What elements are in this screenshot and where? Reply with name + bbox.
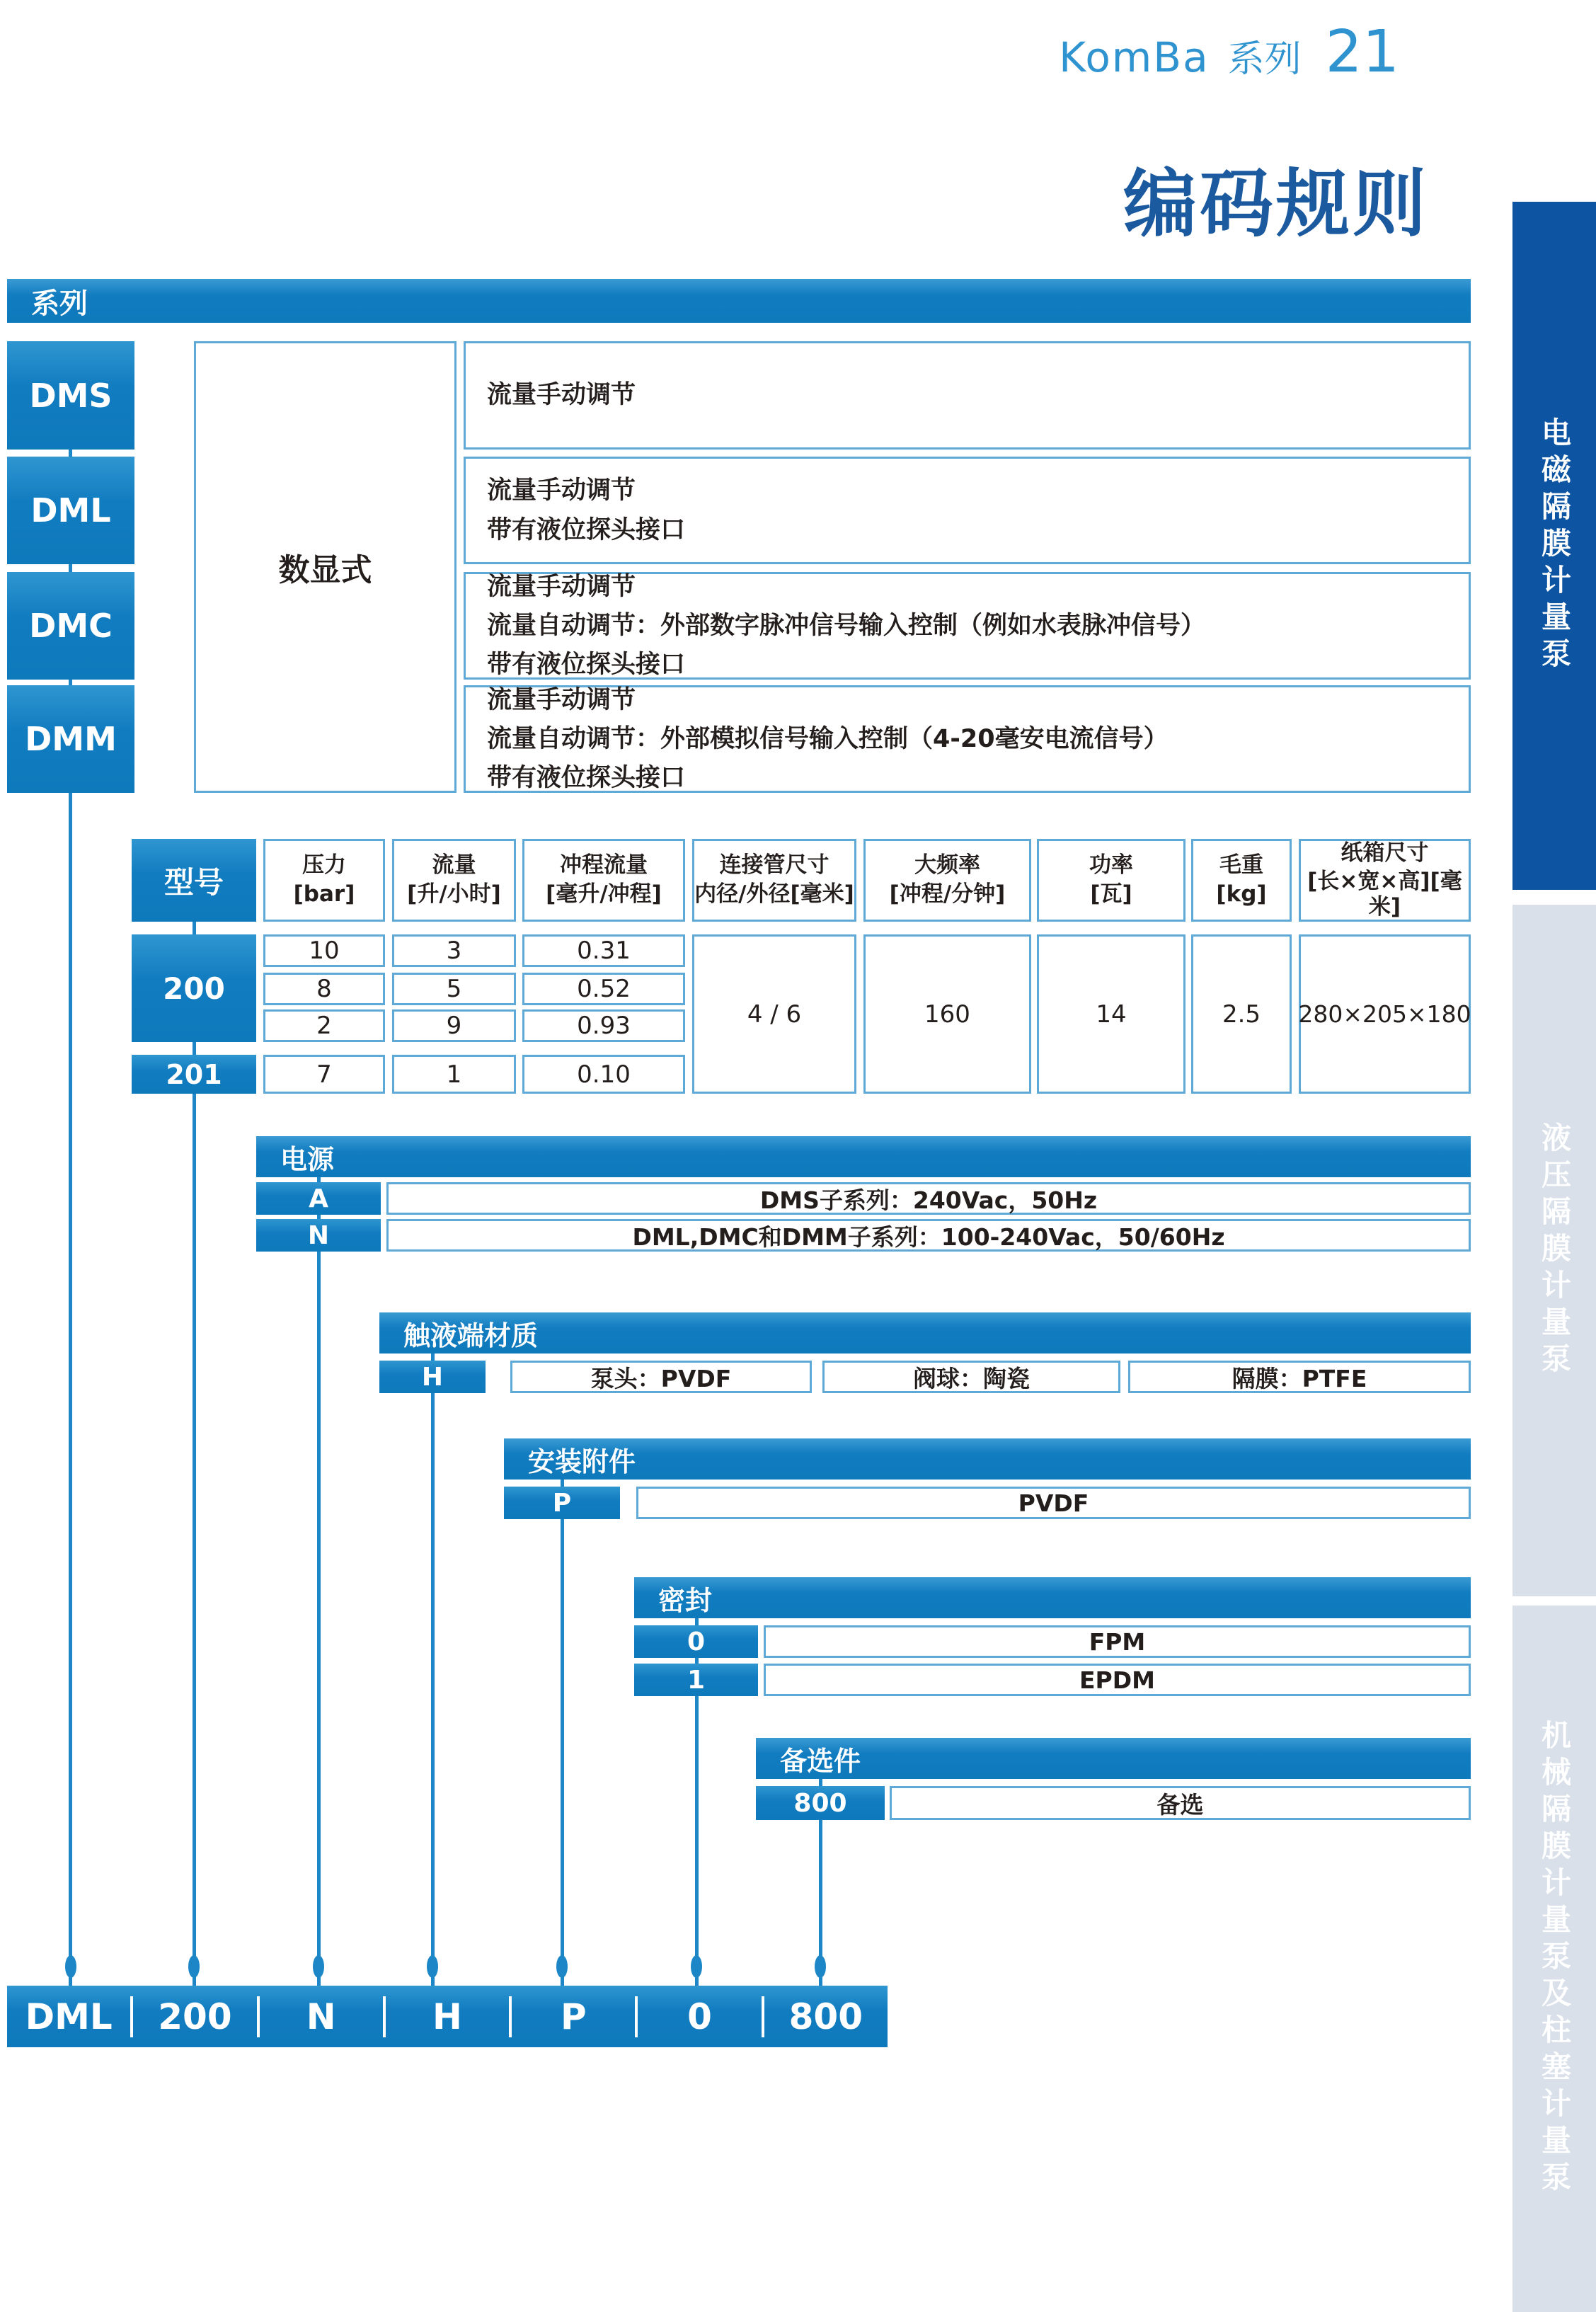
connector-line-power xyxy=(317,1154,321,1986)
connector-dot-series xyxy=(65,1955,76,1978)
brand-name: KomBa xyxy=(1059,33,1210,81)
connector-line-material xyxy=(431,1331,435,1986)
desc-line: 流量自动调节：外部数字脉冲信号输入控制（例如水表脉冲信号） xyxy=(487,611,1206,640)
power-section-bar: 电源 xyxy=(256,1136,1471,1177)
mounting-value: PVDF xyxy=(636,1487,1471,1519)
seal-value-epdm: EPDM xyxy=(764,1664,1471,1696)
desc-line: 流量手动调节 xyxy=(487,476,636,505)
seal-section-bar: 密封 xyxy=(634,1577,1471,1618)
merged-cell-carton-size: 280×205×180 xyxy=(1299,934,1471,1094)
merged-cell-weight: 2.5 xyxy=(1191,934,1292,1094)
power-code-a: A xyxy=(256,1182,381,1215)
desc-line: 流量自动调节：外部模拟信号输入控制（4-20毫安电流信号） xyxy=(487,724,1169,753)
desc-line: 流量手动调节 xyxy=(487,685,636,714)
table-cell: 10 xyxy=(263,934,385,967)
table-cell: 3 xyxy=(392,934,516,967)
col-unit: [瓦] xyxy=(1090,881,1132,907)
spec-col-pipe-size xyxy=(692,839,856,922)
table-cell: 9 xyxy=(392,1009,516,1042)
connector-dot-model xyxy=(188,1955,200,1978)
series-box-dms: DMS xyxy=(7,341,134,450)
table-cell: 8 xyxy=(263,973,385,1005)
seal-code-0: 0 xyxy=(634,1625,758,1658)
spec-col-carton-size xyxy=(1299,839,1471,922)
material-section-bar: 触液端材质 xyxy=(379,1312,1471,1354)
merged-cell-power: 14 xyxy=(1037,934,1185,1094)
col-unit: [bar] xyxy=(293,881,355,907)
col-label: 压力 xyxy=(302,852,346,879)
spec-model-header: 型号 xyxy=(132,839,256,922)
connector-dot-mounting xyxy=(556,1955,568,1978)
sidebar-tab-mechanical-diaphragm-plunger-pump xyxy=(1512,1606,1596,2312)
table-cell: 0.93 xyxy=(522,1009,685,1042)
col-label: 大频率 xyxy=(914,852,980,879)
sidebar-tab-label: 电磁隔膜计量泵 xyxy=(1537,417,1572,675)
col-unit: 内径/外径[毫米] xyxy=(694,881,854,907)
desc-line: 带有液位探头接口 xyxy=(487,515,686,544)
connector-line-model xyxy=(193,885,196,1986)
series-section-bar: 系列 xyxy=(7,279,1471,323)
model-code-bar xyxy=(7,1986,888,2047)
spec-col-power xyxy=(1037,839,1185,922)
spec-col-max-frequency xyxy=(863,839,1031,922)
connector-dot-optional xyxy=(815,1955,826,1978)
sidebar-tab-label: 液压隔膜计量泵 xyxy=(1537,1121,1572,1380)
spec-model-201: 201 xyxy=(132,1055,256,1094)
col-unit: [冲程/分钟] xyxy=(889,881,1006,907)
seal-code-1: 1 xyxy=(634,1664,758,1696)
table-cell: 7 xyxy=(263,1055,385,1094)
desc-line: 带有液位探头接口 xyxy=(487,764,686,793)
desc-line: 流量手动调节 xyxy=(487,381,636,410)
material-code-h: H xyxy=(379,1361,486,1393)
table-cell: 0.31 xyxy=(522,934,685,967)
optional-value: 备选 xyxy=(890,1786,1471,1820)
connector-dot-power xyxy=(313,1955,324,1978)
spec-col-pressure xyxy=(263,839,385,922)
material-value-pump-head: 泵头：PVDF xyxy=(510,1361,812,1393)
table-cell: 0.10 xyxy=(522,1055,685,1094)
col-unit: [毫升/冲程] xyxy=(546,881,662,907)
table-cell: 5 xyxy=(392,973,516,1005)
series-desc-dmm xyxy=(464,685,1471,793)
code-segment-seal: 0 xyxy=(687,1996,712,2037)
table-cell: 2 xyxy=(263,1009,385,1042)
power-value-n: DML,DMC和DMM子系列：100-240Vac，50/60Hz xyxy=(386,1219,1471,1252)
spec-col-stroke-volume xyxy=(522,839,685,922)
mounting-section-bar: 安装附件 xyxy=(504,1438,1471,1480)
code-segment-model: 200 xyxy=(158,1996,232,2037)
code-segment-mounting: P xyxy=(560,1996,587,2037)
power-code-n: N xyxy=(256,1219,381,1252)
code-segment-material: H xyxy=(432,1996,462,2037)
series-desc-dmc xyxy=(464,572,1471,680)
col-label: 冲程流量 xyxy=(560,852,648,879)
series-desc-dms xyxy=(464,341,1471,450)
digital-type-box: 数显式 xyxy=(194,341,457,793)
series-desc-dml xyxy=(464,457,1471,564)
sidebar-tab-hydraulic-diaphragm-pump xyxy=(1512,905,1596,1596)
desc-line: 带有液位探头接口 xyxy=(487,651,686,680)
col-unit: [kg] xyxy=(1216,881,1267,907)
mounting-code-p: P xyxy=(504,1487,620,1519)
series-box-dml: DML xyxy=(7,457,134,564)
col-label: 毛重 xyxy=(1219,852,1263,879)
series-box-dmc: DMC xyxy=(7,572,134,680)
material-value-valve-ball: 阀球：陶瓷 xyxy=(822,1361,1120,1393)
power-value-a: DMS子系列：240Vac，50Hz xyxy=(386,1182,1471,1215)
header-brand-line xyxy=(1059,18,1399,86)
brand-series-label: 系列 xyxy=(1227,38,1302,81)
series-box-dmm: DMM xyxy=(7,685,134,793)
col-label: 纸箱尺寸 xyxy=(1340,840,1429,866)
merged-cell-pipe-size: 4 / 6 xyxy=(692,934,856,1094)
material-value-diaphragm: 隔膜：PTFE xyxy=(1128,1361,1471,1393)
table-cell: 0.52 xyxy=(522,973,685,1005)
sidebar-tab-label: 机械隔膜计量泵及柱塞计量泵 xyxy=(1537,1719,1572,2198)
merged-cell-max-frequency: 160 xyxy=(863,934,1031,1094)
col-unit: [升/小时] xyxy=(407,881,501,907)
page-title: 编码规则 xyxy=(1123,161,1429,247)
spec-model-200: 200 xyxy=(132,934,256,1042)
table-cell: 1 xyxy=(392,1055,516,1094)
page-number: 21 xyxy=(1325,18,1399,86)
connector-dot-material xyxy=(427,1955,438,1978)
connector-dot-seal xyxy=(691,1955,702,1978)
code-segment-optional: 800 xyxy=(788,1996,863,2037)
sidebar-tab-solenoid-diaphragm-pump xyxy=(1512,202,1596,890)
code-segment-series: DML xyxy=(25,1996,113,2037)
col-label: 功率 xyxy=(1089,852,1133,879)
col-unit: [长×宽×高][毫米] xyxy=(1307,869,1462,920)
desc-line: 流量手动调节 xyxy=(487,572,636,601)
optional-section-bar: 备选件 xyxy=(756,1738,1471,1779)
seal-value-fpm: FPM xyxy=(764,1625,1471,1658)
connector-line-mounting xyxy=(561,1458,564,1986)
optional-code-800: 800 xyxy=(756,1786,885,1820)
spec-col-flow xyxy=(392,839,516,922)
col-label: 连接管尺寸 xyxy=(719,852,829,879)
code-segment-power: N xyxy=(306,1996,336,2037)
col-label: 流量 xyxy=(432,852,476,879)
spec-col-weight xyxy=(1191,839,1292,922)
